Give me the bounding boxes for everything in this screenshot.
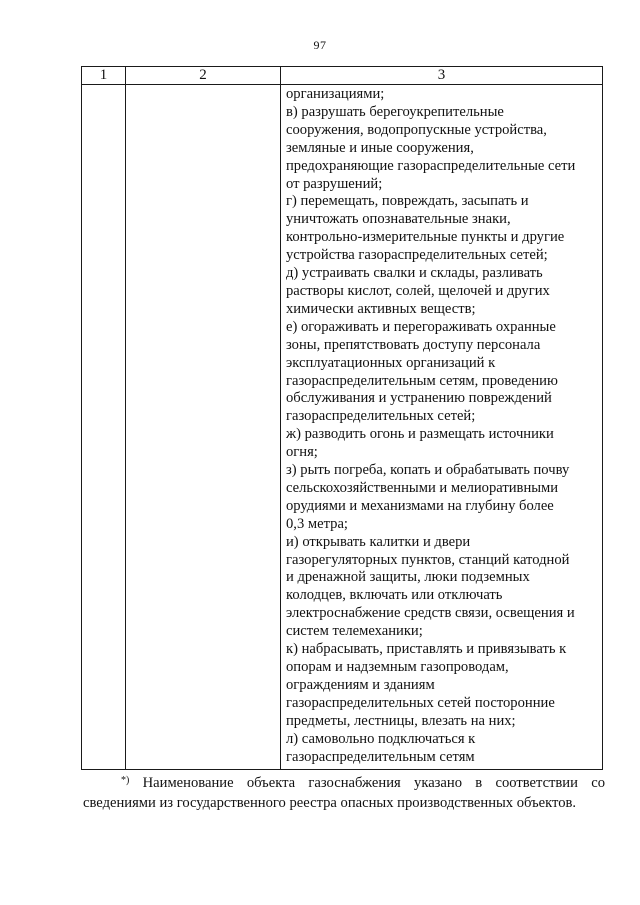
- text-line: эксплуатационных организаций к: [286, 354, 496, 371]
- text-line: химически активных веществ;: [286, 300, 476, 317]
- text-line: предохраняющие газораспределительные сети: [286, 157, 576, 174]
- text-line: г) перемещать, повреждать, засыпать и: [286, 193, 529, 210]
- text-line: земляные и иные сооружения,: [286, 139, 474, 156]
- table-cell-column-3: [281, 85, 603, 770]
- text-line: предметы, лестницы, влезать на них;: [286, 712, 516, 729]
- page-number: 97: [313, 38, 327, 52]
- footnote-text: Наименование объекта газоснабжения указано в соответствии со сведениями из государственного реестра опасных производственных объектов.: [83, 775, 605, 811]
- column-header-1: 1: [82, 67, 126, 85]
- document-table: [81, 66, 603, 770]
- text-line: растворы кислот, солей, щелочей и других: [286, 282, 550, 299]
- text-line: огня;: [286, 444, 318, 461]
- text-line: газораспределительным сетям: [286, 748, 475, 765]
- text-line: е) огораживать и перегораживать охранные: [286, 318, 556, 335]
- text-line: в) разрушать берегоукрепительные: [286, 103, 504, 120]
- text-line: колодцев, включать или отключать: [286, 587, 503, 604]
- prohibitions-list: [281, 85, 602, 769]
- text-line: к) набрасывать, приставлять и привязывать к: [286, 641, 567, 658]
- table-cell-column-1: [82, 85, 126, 770]
- column-header-2: 2: [126, 67, 281, 85]
- text-line: ограждениям и зданиям: [286, 676, 435, 693]
- text-line: контрольно-измерительные пункты и другие: [286, 229, 565, 246]
- text-line: организациями;: [286, 86, 385, 102]
- text-line: опорам и надземным газопроводам,: [286, 659, 509, 675]
- text-line: от разрушений;: [286, 175, 383, 192]
- column-header-3: 3: [281, 67, 603, 85]
- text-line: электроснабжение средств связи, освещения и: [286, 605, 575, 622]
- text-line: сельскохозяйственными и мелиоративными: [286, 479, 559, 496]
- text-line: газораспределительных сетей посторонние: [286, 694, 555, 711]
- text-line: систем телемеханики;: [286, 623, 423, 640]
- table-row: [82, 85, 603, 770]
- text-line: д) устраивать свалки и склады, разливать: [286, 265, 543, 282]
- text-line: л) самовольно подключаться к: [286, 730, 476, 747]
- footnote: [83, 773, 605, 813]
- text-line: устройства газораспределительных сетей;: [286, 247, 548, 264]
- text-line: газорегуляторных пунктов, станций катодной: [286, 551, 570, 568]
- text-line: и) открывать калитки и двери: [286, 533, 471, 550]
- table-cell-column-2: [126, 85, 281, 770]
- text-line: ж) разводить огонь и размещать источники: [286, 426, 554, 443]
- text-line: орудиями и механизмами на глубину более: [286, 497, 554, 514]
- text-line: зоны, препятствовать доступу персонала: [286, 336, 541, 353]
- text-line: обслуживания и устранению повреждений: [286, 390, 552, 407]
- footnote-marker: *): [121, 775, 130, 786]
- text-line: газораспределительным сетям, проведению: [286, 372, 558, 389]
- text-line: газораспределительных сетей;: [286, 408, 476, 425]
- text-line: 0,3 метра;: [286, 515, 348, 532]
- text-line: з) рыть погреба, копать и обрабатывать почву: [286, 462, 570, 479]
- text-line: и дренажной защиты, люки подземных: [286, 569, 530, 586]
- table-header-row: [82, 67, 603, 85]
- text-line: сооружения, водопропускные устройства,: [286, 121, 547, 138]
- text-line: уничтожать опознавательные знаки,: [286, 211, 511, 228]
